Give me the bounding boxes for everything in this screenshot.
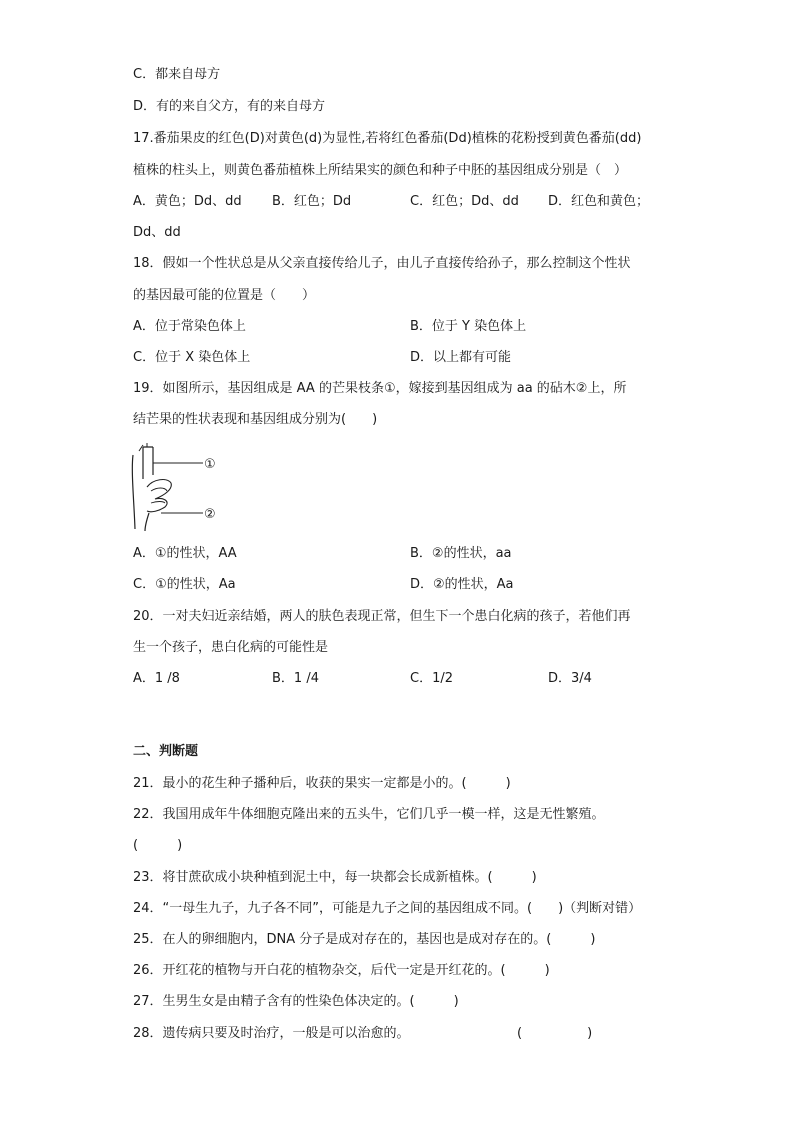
q19-option-c: C．①的性状，Aa: [133, 577, 236, 592]
q22-line2: ( ): [133, 838, 183, 853]
q24: 24．“一母生九子，九子各不同”，可能是九子之间的基因组成不同。( )（判断对错）: [133, 901, 642, 916]
q20-stem-line2: 生一个孩子，患白化病的可能性是: [133, 640, 329, 655]
section-heading: 二、判断题: [133, 744, 199, 759]
q16-option-d: D．有的来自父方，有的来自母方: [133, 99, 326, 114]
q28-answer-blank: ( ): [517, 1026, 593, 1041]
q20-stem-line1: 20．一对夫妇近亲结婚，两人的肤色表现正常，但生下一个患白化病的孩子，若他们再: [133, 609, 631, 624]
grafting-diagram: [125, 441, 235, 533]
binding-lines: [151, 488, 167, 503]
q17-option-d: D．红色和黄色；: [548, 194, 650, 209]
q18-option-d: D．以上都有可能: [410, 350, 512, 365]
q19-stem-line2: 结芒果的性状表现和基因组成分别为( ): [133, 412, 378, 427]
q23: 23．将甘蔗砍成小块种植到泥土中，每一块都会长成新植株。( ): [133, 870, 537, 885]
q19-option-b: B．②的性状，aa: [410, 546, 512, 561]
rootstock-outline: [132, 455, 135, 529]
q16-option-c: C．都来自母方: [133, 67, 221, 82]
q28: 28．遗传病只要及时治疗，一般是可以治愈的。: [133, 1026, 410, 1041]
q20-option-d: D．3/4: [548, 671, 592, 686]
q20-option-a: A．1 /8: [133, 671, 180, 686]
q17-option-b: B．红色；Dd: [272, 194, 352, 209]
q25: 25．在人的卵细胞内，DNA 分子是成对存在的，基因也是成对存在的。( ): [133, 932, 596, 947]
q18-option-b: B．位于 Y 染色体上: [410, 319, 527, 334]
q22-line1: 22．我国用成年牛体细胞克隆出来的五头牛，它们几乎一模一样，这是无性繁殖。: [133, 807, 605, 822]
q20-option-b: B．1 /4: [272, 671, 319, 686]
q26: 26．开红花的植物与开白花的植物杂交，后代一定是开红花的。( ): [133, 963, 550, 978]
fig-label-1: ①: [204, 457, 216, 472]
q18-stem-line1: 18．假如一个性状总是从父亲直接传给儿子，由儿子直接传给孙子，那么控制这个性状: [133, 256, 631, 271]
q19-stem-line1: 19．如图所示，基因组成是 AA 的芒果枝条①，嫁接到基因组成为 aa 的砧木②上，所: [133, 381, 627, 396]
q21: 21．最小的花生种子播种后，收获的果实一定都是小的。( ): [133, 776, 511, 791]
q17-option-c: C．红色；Dd、dd: [410, 194, 519, 209]
q18-option-c: C．位于 X 染色体上: [133, 350, 251, 365]
q27: 27．生男生女是由精子含有的性染色体决定的。( ): [133, 994, 459, 1009]
binding-wrap: [147, 480, 171, 512]
q17-stem-line1: 17.番茄果皮的红色(D)对黄色(d)为显性,若将红色番茄(Dd)植株的花粉授到黄色番茄(dd): [133, 131, 642, 146]
rootstock-right-edge: [145, 513, 149, 531]
q19-option-a: A．①的性状，AA: [133, 546, 237, 561]
q17-option-d-continued: Dd、dd: [133, 225, 181, 240]
fig-label-2: ②: [204, 507, 216, 522]
q17-stem-line2: 植株的柱头上，则黄色番茄植株上所结果实的颜色和种子中胚的基因组成分别是（ ）: [133, 163, 628, 178]
q18-stem-line2: 的基因最可能的位置是（ ）: [133, 288, 316, 303]
q17-option-a: A．黄色；Dd、dd: [133, 194, 242, 209]
scion-outline: [143, 447, 153, 479]
q20-option-c: C．1/2: [410, 671, 453, 686]
q18-option-a: A．位于常染色体上: [133, 319, 246, 334]
q19-option-d: D．②的性状，Aa: [410, 577, 514, 592]
